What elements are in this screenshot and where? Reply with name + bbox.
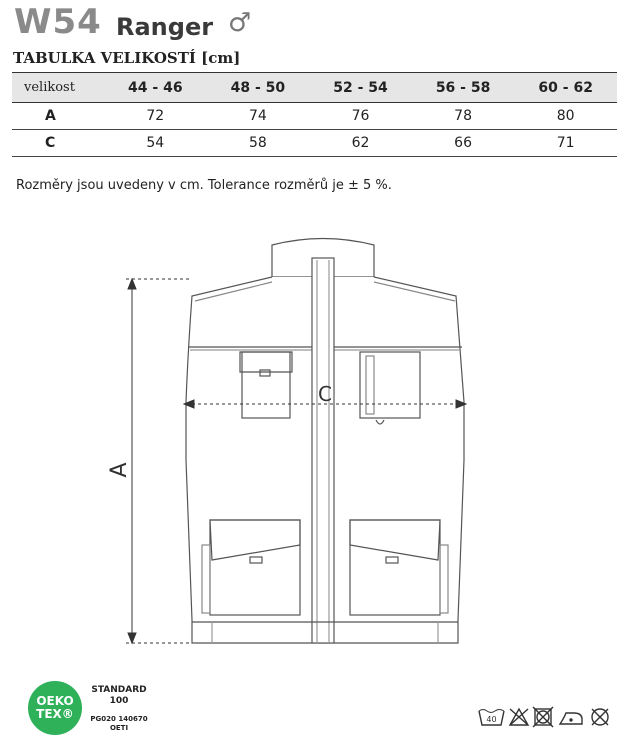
table-cell: 66: [412, 130, 515, 157]
male-icon: ♂: [228, 8, 252, 38]
row-label: A: [12, 103, 104, 130]
size-column-header: 48 - 50: [207, 73, 310, 103]
size-column-header: 56 - 58: [412, 73, 515, 103]
standard-text: STANDARD: [91, 685, 147, 695]
label-a: A: [107, 462, 132, 478]
size-column-header: 60 - 62: [514, 73, 617, 103]
size-column-header: 52 - 54: [309, 73, 412, 103]
size-column-header: 44 - 46: [104, 73, 207, 103]
label-c: C: [318, 382, 332, 406]
table-cell: 72: [104, 103, 207, 130]
tolerance-note: Rozměry jsou uvedeny v cm. Tolerance rozměrů je ± 5 %.: [16, 178, 392, 193]
measurement-a: [126, 279, 190, 643]
no-tumble-dry-icon: [533, 707, 553, 727]
iron-low-icon: [560, 713, 582, 724]
no-dry-clean-icon: [592, 709, 608, 725]
table-row: [12, 130, 617, 157]
size-table-header: [12, 73, 617, 103]
oeko-logo-line2: TEX®: [36, 707, 74, 721]
standard-100-label: [86, 685, 152, 733]
table-cell: 80: [514, 103, 617, 130]
table-row: [12, 103, 617, 130]
zipper-placket: [312, 258, 334, 643]
wash-40-icon: [479, 710, 504, 726]
product-name: Ranger: [116, 13, 214, 41]
size-table-title: TABULKA VELIKOSTÍ [cm]: [13, 49, 241, 67]
product-code: W54: [14, 2, 102, 42]
oeko-tex-logo: [28, 681, 82, 735]
size-table: [12, 72, 617, 157]
table-cell: 71: [514, 130, 617, 157]
table-cell: 54: [104, 130, 207, 157]
standard-number: 100: [109, 696, 129, 706]
care-symbols: [478, 705, 618, 729]
table-cell: 58: [207, 130, 310, 157]
no-bleach-icon: [510, 709, 528, 725]
corner-label: velikost: [12, 73, 104, 103]
table-cell: 74: [207, 103, 310, 130]
vest-diagram: [0, 230, 630, 650]
oeko-logo-line1: OEKO: [36, 694, 74, 708]
row-label: C: [12, 130, 104, 157]
table-cell: 76: [309, 103, 412, 130]
wash-temp: 40: [486, 715, 497, 724]
certificate-institute: OETI: [109, 724, 129, 732]
table-cell: 78: [412, 103, 515, 130]
table-cell: 62: [309, 130, 412, 157]
certificate-code: PG020 140670: [90, 715, 148, 723]
